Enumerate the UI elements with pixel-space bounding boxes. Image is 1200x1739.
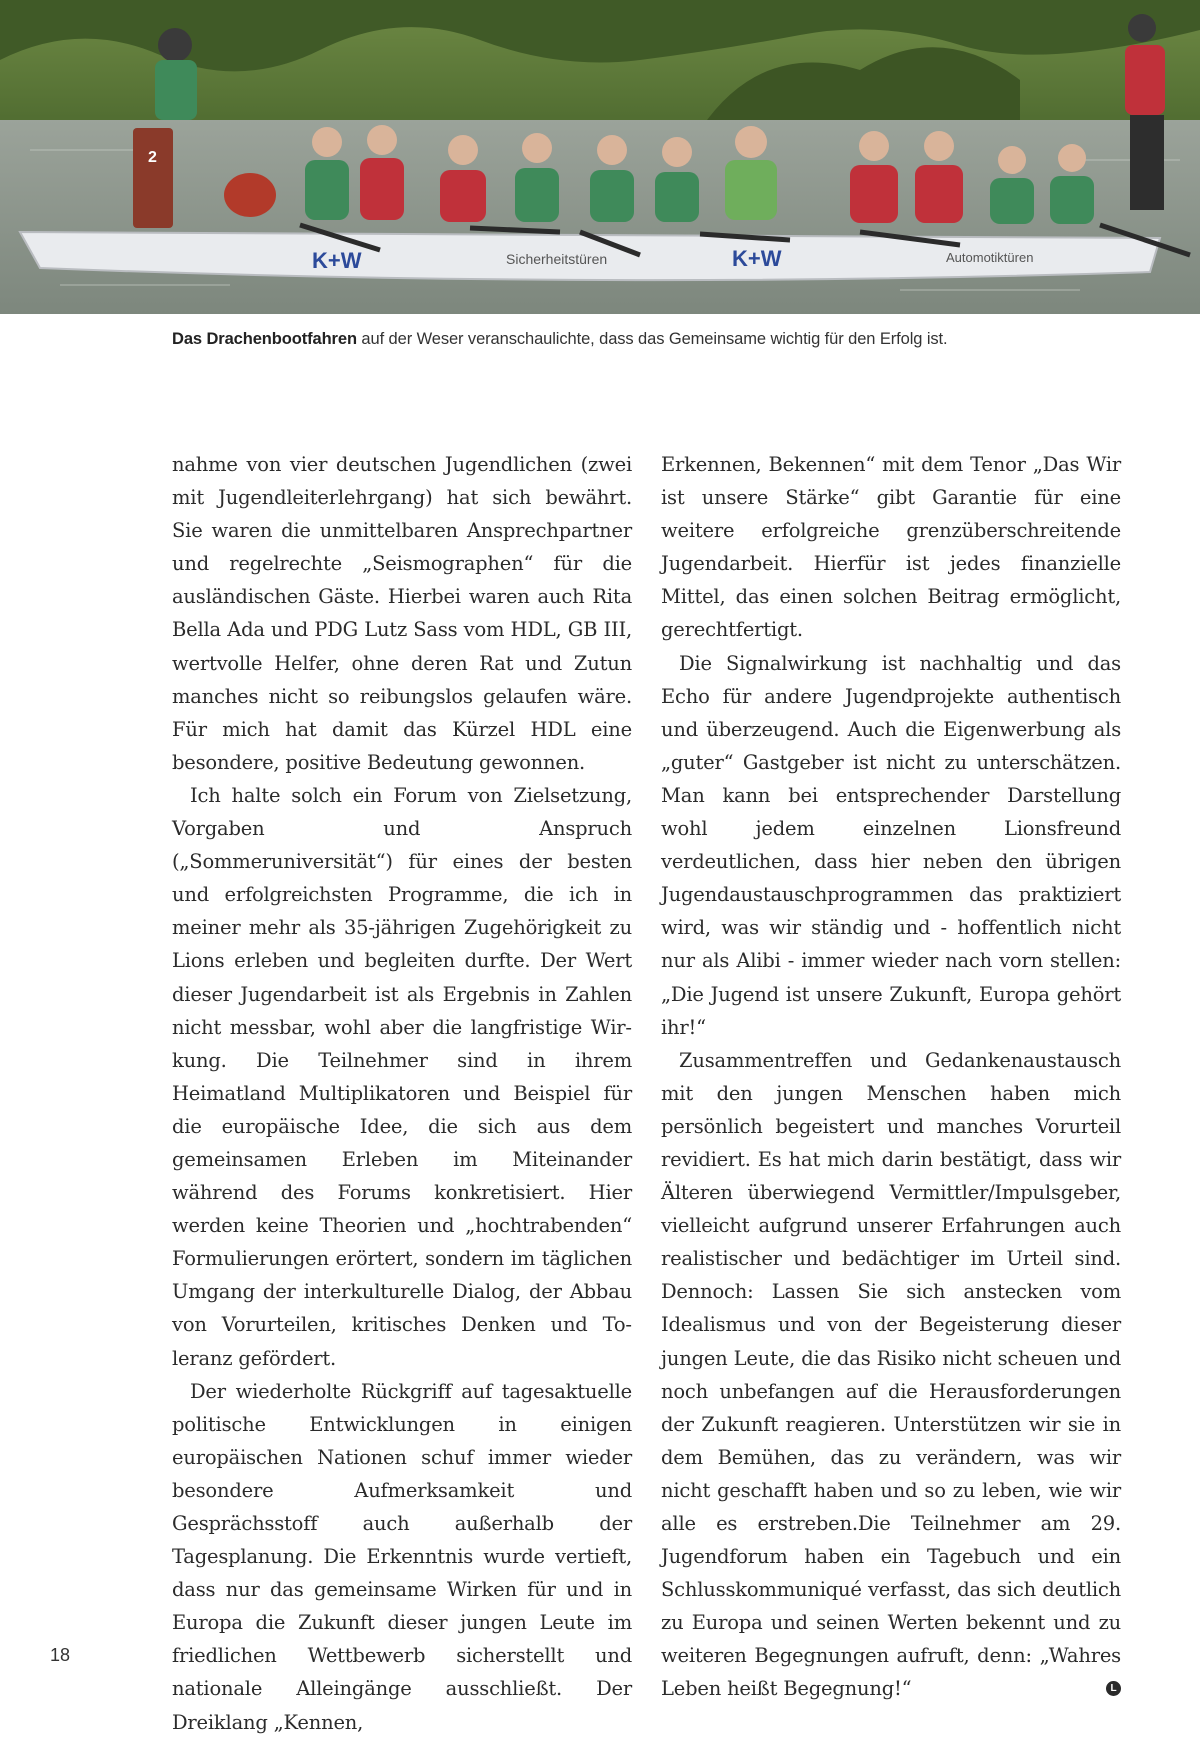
article-end-icon: L xyxy=(1106,1681,1121,1696)
paragraph-final xyxy=(661,1044,1121,1706)
text-column-right xyxy=(661,448,1121,1706)
paragraph: Der wiederholte Rückgriff auf tagesaktuelle politische Entwicklungen in einigen europäischen Nationen schuf immer wieder besondere Aufmerksamkeit und Gesprächsstoff auch außerhalb der Tagesplanung. Die Erkenntnis wurde vertieft, dass nur das gemeinsame Wirken für und in Europa die Zukunft dieser jungen Leute im friedlichen Wettbewerb sicherstellt und nationale Alleingänge ausschließt. Der Dreiklang „Kennen, xyxy=(172,1379,632,1734)
text-column-left xyxy=(172,448,632,1739)
dragon-boat-illustration xyxy=(0,0,1200,314)
caption-bold: Das Drachenbootfahren xyxy=(172,330,357,348)
paragraph: nahme von vier deutschen Jugendlichen (zwei mit Jugendleiterlehrgang) hat sich bewährt. Sie waren die unmittelbaren Ansprechpartner und regelrechte „Seismographen“ für die ausländischen Gäste. Hierbei waren auch Rita Bella Ada und PDG Lutz Sass vom HDL, GB III, wertvolle Helfer, ohne deren Rat und Zutun manches nicht so reibungslos gelaufen wäre. Für mich hat damit das Kürzel HDL eine besondere, positive Bedeutung gewonnen. xyxy=(172,453,632,774)
caption-text: auf der Weser veranschaulichte, dass das Gemeinsame wichtig für den Erfolg ist. xyxy=(356,330,948,348)
photo-caption xyxy=(172,330,1072,349)
hull-logo-middle: K+W xyxy=(732,246,782,271)
paragraph-text: Zusammentreffen und Gedankenaustausch mit den jungen Menschen haben mich persönlich begeistert und manches Vorurteil revidiert. Es hat mich darin bestätigt, dass wir Älteren überwiegend Vermittler/Impulsgeber, vielleicht aufgrund unserer Erfahrungen auch realistischer und bedächtiger im Urteil sind. Dennoch: Lassen Sie sich anstecken vom Idealismus und von der Begeisterung dieser jungen Leute, die das Risiko nicht scheuen und noch unbefangen auf die Herausforderungen der Zukunft reagieren. Unterstützen wir sie in dem Bemühen, das zu verändern, was wir nicht geschafft haben und so zu leben, wie wir alle es erstreben.Die Teilnehmer am 29. Jugendforum haben ein Tagebuch und ein Schlusskommuniqué verfasst, das sich deutlich zu Europa und seinen Werten bekennt und zu weiteren Begegnungen aufruft, denn: „Wahres Leben heißt Begegnung!“ xyxy=(661,1048,1121,1701)
hull-text-middle: Sicherheitstüren xyxy=(506,251,608,267)
hull-logo-left: K+W xyxy=(312,248,362,273)
paragraph: Ich halte solch ein Forum von Zielsetzung, Vorgaben und Anspruch („Sommeruniversität“) für eines der besten und erfolgreichsten Programme, die ich in meiner mehr als 35-jährigen Zugehörigkeit zu Lions erleben und begleiten durfte. Der Wert dieser Jugendarbeit ist als Ergebnis in Zahlen nicht messbar, wohl aber die langfristige Wirkung. Die Teilnehmer sind in ihrem Heimatland Multiplikatoren und Beispiel für die europäische Idee, die sich aus dem gemeinsamen Erleben im Miteinander während des Forums konkretisiert. Hier werden keine Theorien und „hochtrabenden“ Formulierungen erörtert, sondern im täglichen Umgang der interkulturelle Dialog, der Abbau von Vorurteilen, kritisches Denken und Toleranz gefördert. xyxy=(172,783,632,1370)
drum-stand xyxy=(133,128,173,228)
drum xyxy=(224,173,276,217)
boat-number: 2 xyxy=(148,149,157,166)
article-photo xyxy=(0,0,1200,314)
paragraph: Die Signalwirkung ist nachhaltig und das Echo für andere Jugendprojekte authentisch und überzeugend. Auch die Eigenwerbung als „guter“ Gastgeber ist nicht zu unterschätzen. Man kann bei entsprechender Darstellung wohl jedem einzelnen Lionsfreund verdeutlichen, dass hier neben den übrigen Jugendaustauschprogrammen das praktiziert wird, was wir ständig und - hoffentlich nicht nur als Alibi - immer wieder nach vorn stellen: „Die Jugend ist unsere Zukunft, Europa gehört ihr!“ xyxy=(661,651,1121,1039)
page-number: 18 xyxy=(50,1645,71,1665)
hull-text-right: Automotiktüren xyxy=(946,250,1034,265)
paragraph: Erkennen, Bekennen“ mit dem Tenor „Das Wir ist unsere Stärke“ gibt Garantie für eine weitere erfolgreiche grenzüberschreitende Jugendarbeit. Hierfür ist jedes finanzielle Mittel, das einen solchen Beitrag ermöglicht, gerechtfertigt. xyxy=(661,453,1121,642)
